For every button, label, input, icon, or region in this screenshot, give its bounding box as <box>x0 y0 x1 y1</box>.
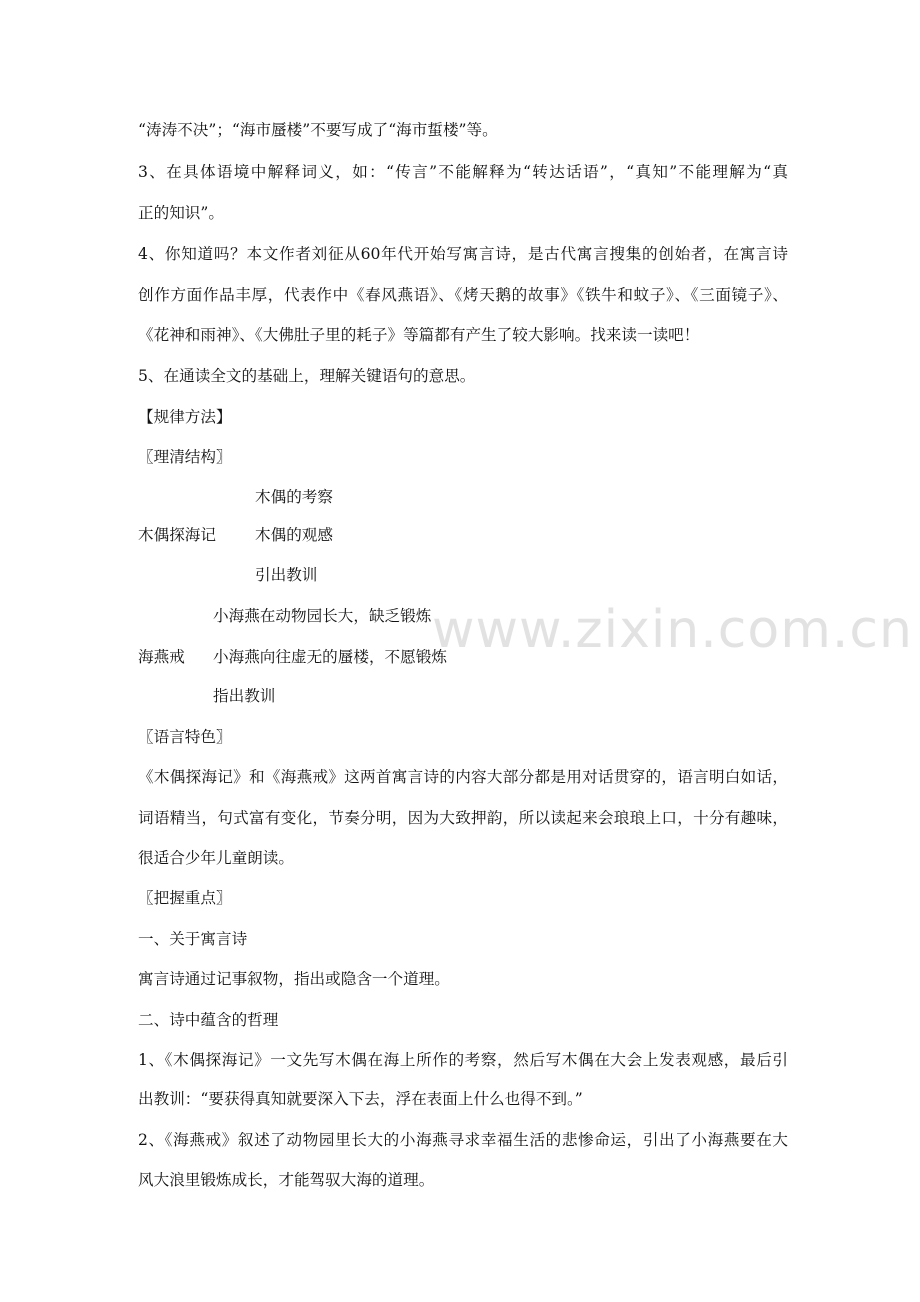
text-line: “涛涛不决”；“海市蜃楼”不要写成了“海市蜇楼”等。 <box>138 121 498 139</box>
text-line: 2、《海燕戒》叙述了动物园里长大的小海燕寻求幸福生活的悲惨命运，引出了小海燕要在大 <box>138 1131 788 1149</box>
text-line: 寓言诗通过记事叙物，指出或隐含一个道理。 <box>138 970 450 988</box>
outline-item: 木偶的考察 <box>255 488 333 506</box>
text-line: 很适合少年儿童朗读。 <box>138 849 294 867</box>
outline-item: 引出教训 <box>255 566 318 584</box>
text-line: 二、诗中蕴含的哲理 <box>138 1011 279 1029</box>
subsection-heading: 〖把握重点〗 <box>138 889 232 907</box>
text-line: 4、你知道吗？本文作者刘征从60年代开始写寓言诗，是古代寓言搜集的创始者，在寓言诗 <box>138 245 788 263</box>
text-line: 词语精当，句式富有变化，节奏分明，因为大致押韵，所以读起来会琅琅上口，十分有趣味， <box>138 809 788 827</box>
section-heading: 【规律方法】 <box>138 408 232 426</box>
text-line: 风大浪里锻炼成长，才能驾驭大海的道理。 <box>138 1171 435 1189</box>
outline-title: 木偶探海记 <box>138 526 216 544</box>
text-line: 创作方面作品丰厚，代表作中《春风燕语》、《烤天鹅的故事》《铁牛和蚊子》、《三面镜子》、 <box>138 286 788 304</box>
outline-item: 小海燕在动物园长大，缺乏锻炼 <box>213 607 432 625</box>
text-line: 《木偶探海记》和《海燕戒》这两首寓言诗的内容大部分都是用对话贯穿的，语言明白如话， <box>138 768 788 786</box>
text-line: 1、《木偶探海记》一文先写木偶在海上所作的考察，然后写木偶在大会上发表观感，最后引 <box>138 1051 788 1069</box>
outline-item: 小海燕向往虚无的蜃楼，不愿锻炼 <box>213 648 447 666</box>
text-line: 正的知识”。 <box>138 204 224 222</box>
outline-title: 海燕戒 <box>138 648 185 666</box>
text-line: 出教训：“要获得真知就要深入下去，浮在表面上什么也得不到。” <box>138 1090 583 1108</box>
text-line: 《花神和雨神》、《大佛肚子里的耗子》等篇都有产生了较大影响。找来读一读吧！ <box>138 326 700 344</box>
text-line: 5、在通读全文的基础上，理解关键语句的意思。 <box>138 367 476 385</box>
text-line: 3、在具体语境中解释词义，如：“传言”不能解释为“转达话语”，“真知”不能理解为“真 <box>138 163 788 181</box>
watermark: www.zixin.com.cn <box>432 600 913 660</box>
subsection-heading: 〖理清结构〗 <box>138 448 232 466</box>
subsection-heading: 〖语言特色〗 <box>138 728 232 746</box>
outline-item: 指出教训 <box>213 687 276 705</box>
outline-item: 木偶的观感 <box>255 526 333 544</box>
text-line: 一、关于寓言诗 <box>138 930 248 948</box>
